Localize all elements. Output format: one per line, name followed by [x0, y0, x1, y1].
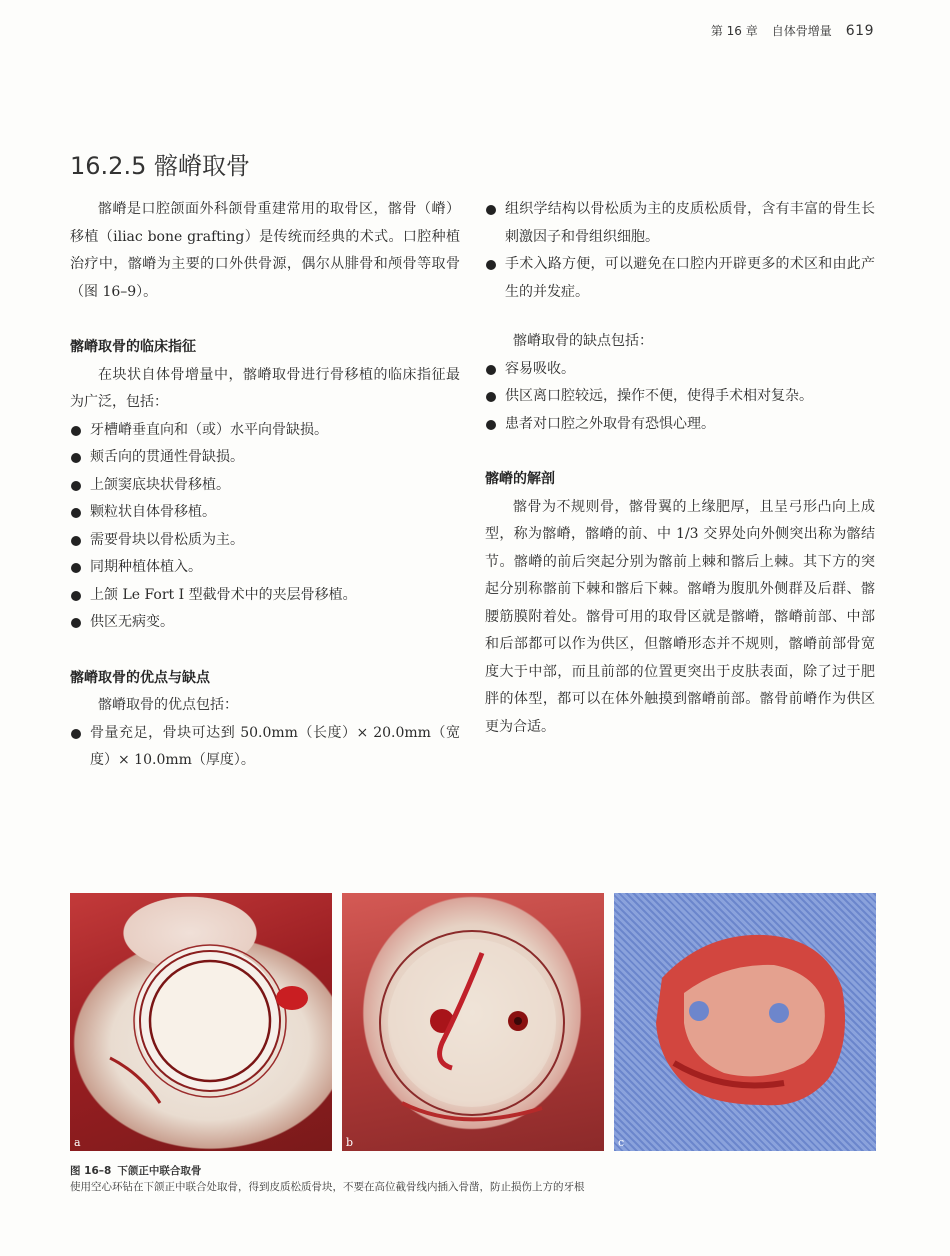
trephine-site-illustration — [70, 893, 332, 1151]
section-title — [70, 146, 250, 181]
photo-panel-a — [70, 893, 332, 1151]
list-item: 牙槽嵴垂直向和（或）水平向骨缺损。 — [70, 417, 460, 445]
figure-number: 图 16–8 — [70, 1165, 112, 1177]
list-item: 需要骨块以骨松质为主。 — [70, 527, 460, 555]
list-item: 上颌窦底块状骨移植。 — [70, 472, 460, 500]
list-item: 上颌 Le Fort Ⅰ 型截骨术中的夹层骨移植。 — [70, 582, 460, 610]
pros-lead: 髂嵴取骨的优点包括： — [98, 697, 238, 713]
figure-description: 使用空心环钻在下颌正中联合处取骨，得到皮质松质骨块，不要在高位截骨线内插入骨凿，防止损伤上方的牙根 — [70, 1181, 585, 1193]
pros-list-right — [485, 196, 875, 306]
list-item: 供区离口腔较远，操作不便，使得手术相对复杂。 — [485, 383, 875, 411]
bone-block-site-illustration — [342, 893, 604, 1151]
list-item: 颊舌向的贯通性骨缺损。 — [70, 444, 460, 472]
list-item: 颗粒状自体骨移植。 — [70, 499, 460, 527]
pros-list-left — [70, 720, 460, 775]
list-item: 供区无病变。 — [70, 609, 460, 637]
list-item: 患者对口腔之外取骨有恐惧心理。 — [485, 411, 875, 439]
panel-label-a: a — [74, 1136, 81, 1149]
figure-16-8 — [70, 893, 876, 1151]
anatomy-paragraph: 髂骨为不规则骨，髂骨翼的上缘肥厚，且呈弓形凸向上成型，称为髂嵴，髂嵴的前、中 1/3 交界处向外侧突出称为髂结节。髂嵴的前后突起分别为髂前上棘和髂后上棘。其下方的突起分别称髂前下棘和髂后下棘。髂嵴为腹肌外侧群及后群、髂腰筋膜附着处。髂骨可用的取骨区就是髂嵴，髂嵴前部、中部和后部都可以作为供区，但髂嵴形态并不规则，髂嵴前部骨宽度大于中部，而且前部的位置更突出于皮肤表面，除了过于肥胖的体型，都可以在体外触摸到髂嵴前部。髂骨前嵴作为供区更为合适。 — [485, 498, 875, 735]
list-item: 骨量充足，骨块可达到 50.0mm（长度）× 20.0mm（宽度）× 10.0mm（厚度）。 — [70, 720, 460, 775]
cons-lead: 髂嵴取骨的缺点包括： — [513, 333, 653, 349]
intro-paragraph: 髂嵴是口腔颌面外科颌骨重建常用的取骨区，髂骨（嵴）移植（iliac bone grafting）是传统而经典的术式。口腔种植治疗中，髂嵴为主要的口外供骨源，偶尔从腓骨和颅骨等取骨（图 16–9）。 — [70, 201, 460, 300]
pros-cons-heading: 髂嵴取骨的优点与缺点 — [70, 669, 210, 686]
indications-heading: 髂嵴取骨的临床指征 — [70, 339, 196, 355]
section-title-text: 髂嵴取骨 — [153, 152, 250, 180]
panel-label-c: c — [618, 1136, 625, 1149]
list-item: 组织学结构以骨松质为主的皮质松质骨，含有丰富的骨生长刺激因子和骨组织细胞。 — [485, 196, 875, 251]
anatomy-heading: 髂嵴的解剖 — [485, 471, 555, 487]
list-item: 容易吸收。 — [485, 356, 875, 384]
photo-panel-b — [342, 893, 604, 1151]
indications-list — [70, 417, 460, 637]
running-head-chapter-title: 自体骨增量 — [771, 24, 832, 38]
figure-title: 下颌正中联合取骨 — [117, 1165, 202, 1177]
indications-lead: 在块状自体骨增量中，髂嵴取骨进行骨移植的临床指征最为广泛，包括： — [70, 366, 460, 410]
harvested-bone-block-illustration — [614, 893, 876, 1151]
figure-caption — [70, 1163, 876, 1195]
list-item: 手术入路方便，可以避免在口腔内开辟更多的术区和由此产生的并发症。 — [485, 251, 875, 306]
right-column — [485, 196, 875, 741]
cons-list — [485, 356, 875, 439]
left-column — [70, 196, 460, 775]
panel-label-b: b — [346, 1136, 354, 1149]
running-head — [711, 22, 874, 39]
photo-panel-c — [614, 893, 876, 1151]
section-number: 16.2.5 — [70, 152, 147, 180]
running-head-chapter: 第 16 章 — [710, 24, 758, 38]
page-number: 619 — [845, 23, 874, 39]
list-item: 同期种植体植入。 — [70, 554, 460, 582]
